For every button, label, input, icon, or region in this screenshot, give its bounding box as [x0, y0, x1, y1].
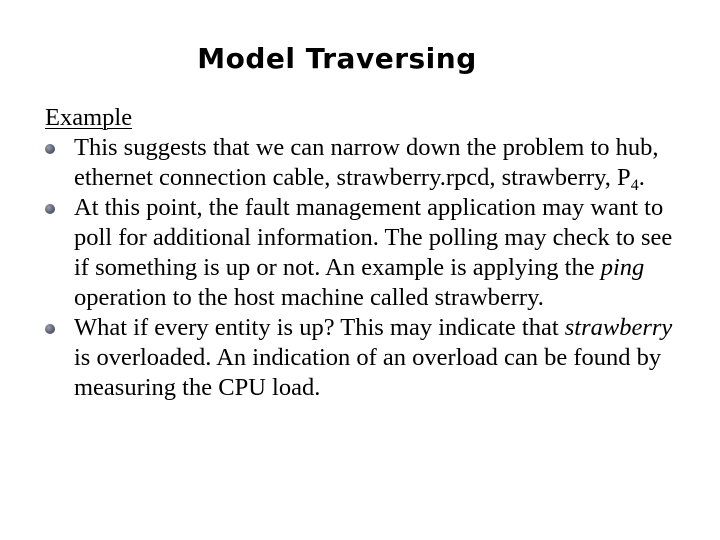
subscript-segment: 4: [630, 177, 639, 194]
italic-segment: strawberry: [564, 314, 673, 341]
text-segment: This suggests that we can narrow down the problem to hub, ethernet connection cable, strawberry.rpcd, strawberry, P: [74, 134, 659, 191]
bullet-item: [45, 313, 685, 403]
text-segment: operation to the host machine called strawberry.: [74, 284, 544, 311]
bullet-item: [45, 133, 685, 193]
text-segment: What if every entity is up? This may indicate that: [74, 314, 565, 341]
round-bullet-icon: [45, 204, 55, 214]
italic-segment: ping: [600, 254, 645, 281]
text-segment: .: [638, 164, 645, 191]
bullet-list: [45, 133, 685, 403]
round-bullet-icon: [45, 324, 55, 334]
text-segment: is overloaded. An indication of an overload can be found by measuring the CPU load.: [74, 344, 662, 401]
text-segment: At this point, the fault management application may want to poll for additional information. The polling may check to see if something is up or not. An example is applying the: [74, 194, 673, 281]
section-heading: Example: [45, 104, 133, 131]
bullet-text: [74, 134, 659, 194]
bullet-item: [45, 193, 685, 313]
bullet-text: [74, 314, 672, 401]
round-bullet-icon: [45, 144, 55, 154]
bullet-text: [74, 194, 672, 311]
slide-body: [45, 103, 685, 403]
slide-title: Model Traversing: [197, 42, 477, 75]
